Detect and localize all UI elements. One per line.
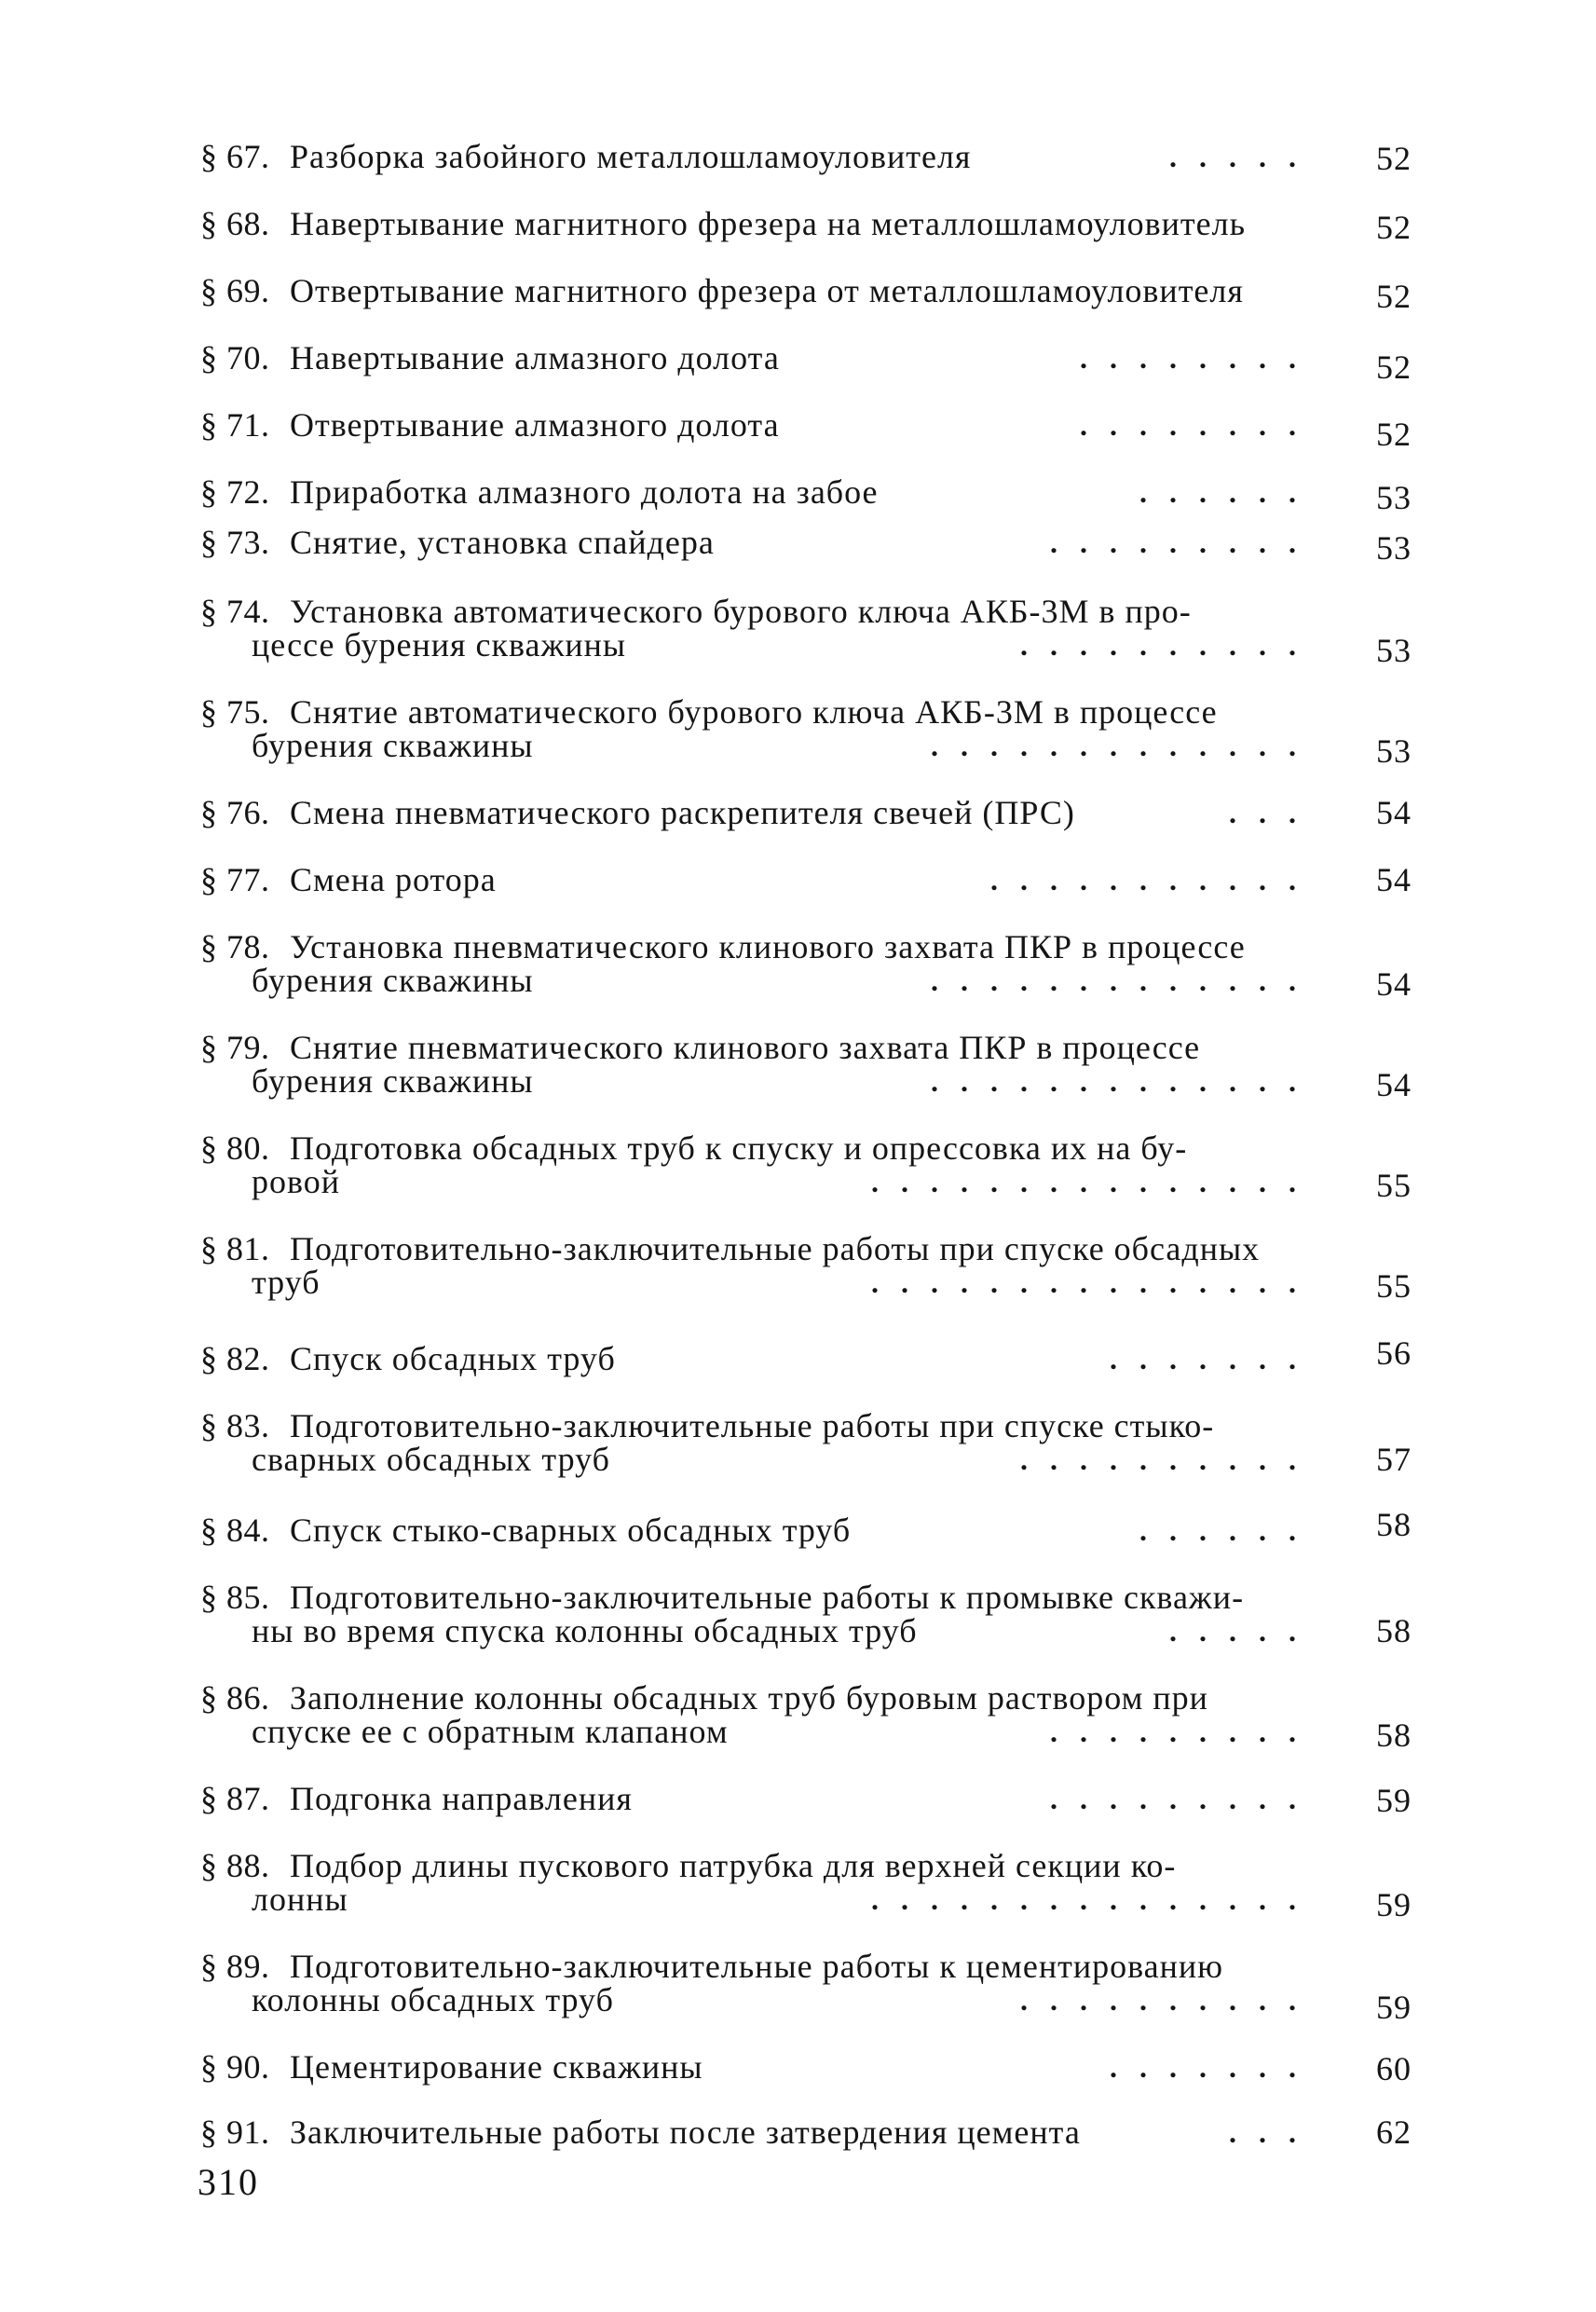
- dot-leader: .......: [1110, 1342, 1318, 1375]
- section-title: Навертывание алмазного долота: [290, 339, 780, 376]
- dot-leader: ...........: [990, 863, 1318, 896]
- dot-leader: ..........: [1020, 1983, 1318, 2017]
- section-title: Смена ротора: [290, 861, 497, 898]
- page-number: 59: [1376, 1886, 1412, 1923]
- dot-leader: .........: [1050, 1782, 1318, 1815]
- dot-leader: .....: [1169, 1614, 1318, 1648]
- toc-line: [200, 1031, 1412, 1064]
- section-title-continuation: ровой: [252, 1163, 341, 1200]
- page-number: 52: [1376, 416, 1412, 453]
- section-title: Снятие автоматического бурового ключа АКБ-3М в процессе: [290, 693, 1218, 731]
- section-title-continuation: лонны: [252, 1881, 348, 1918]
- section-number: § 79.: [200, 1029, 270, 1066]
- toc-entry: [200, 1506, 1412, 1549]
- page-number: 56: [1376, 1334, 1412, 1372]
- toc-line: [200, 863, 1412, 896]
- section-number: § 76.: [200, 794, 270, 831]
- section-title: Подготовительно-заключительные работы при спуске обсадных: [290, 1230, 1261, 1267]
- section-title: Спуск обсадных труб: [290, 1340, 616, 1377]
- toc-entry: [200, 138, 1412, 177]
- toc-entry: [200, 863, 1412, 896]
- toc-entry: [200, 2115, 1412, 2149]
- dot-leader: .............: [931, 1064, 1318, 1098]
- page-number: 52: [1376, 349, 1412, 386]
- dot-leader: ...: [1229, 2115, 1318, 2149]
- section-title-continuation: бурения скважины: [252, 727, 534, 764]
- section-number: § 69.: [200, 272, 270, 309]
- section-number: § 77.: [200, 861, 270, 898]
- section-number: § 81.: [200, 1230, 270, 1267]
- toc-line: [200, 1849, 1412, 1882]
- section-title-continuation: бурения скважины: [252, 962, 534, 999]
- toc-line: [200, 138, 1412, 177]
- toc-entry: [200, 1948, 1412, 2026]
- section-number: § 82.: [200, 1340, 270, 1377]
- page-number: 54: [1376, 794, 1412, 831]
- page-number: 54: [1376, 965, 1412, 1003]
- section-title: Подготовительно-заключительные работы к промывке скважи-: [290, 1579, 1245, 1616]
- section-number: § 71.: [200, 406, 270, 444]
- page-number: 59: [1376, 1989, 1412, 2026]
- toc-line: [200, 930, 1412, 964]
- toc-line: [200, 1780, 1412, 1819]
- dot-leader: ...............: [871, 1882, 1318, 1916]
- toc-line: [200, 1681, 1412, 1715]
- toc-line: [200, 1949, 1412, 1983]
- dot-leader: ...............: [871, 1265, 1318, 1299]
- dot-leader: ..........: [1020, 628, 1318, 662]
- toc-line-continuation: [200, 729, 1412, 762]
- section-title: Заполнение колонны обсадных труб буровым раствором при: [290, 1679, 1208, 1717]
- page-number: 57: [1376, 1441, 1412, 1478]
- toc-line: [200, 526, 1412, 559]
- section-number: § 78.: [200, 928, 270, 965]
- toc-line: [200, 1409, 1412, 1443]
- section-number: § 90.: [200, 2048, 270, 2086]
- dot-leader: ........: [1080, 341, 1318, 375]
- page-number: 53: [1376, 479, 1412, 516]
- section-title: Отвертывание алмазного долота: [290, 406, 780, 444]
- toc-line: [200, 341, 1412, 375]
- section-title: Подготовительно-заключительные работы к цементированию: [290, 1948, 1224, 1985]
- dot-leader: .........: [1050, 1715, 1318, 1748]
- section-title-continuation: труб: [252, 1264, 321, 1301]
- section-number: § 74.: [200, 593, 270, 630]
- toc-line: [200, 695, 1412, 729]
- toc-entry: [200, 272, 1412, 315]
- toc-entry: [200, 1679, 1412, 1754]
- toc-entry: [200, 339, 1412, 386]
- section-title-continuation: сварных обсадных труб: [252, 1441, 610, 1478]
- page-number: 52: [1376, 278, 1412, 315]
- toc-entry: [200, 1847, 1412, 1923]
- section-number: § 89.: [200, 1948, 270, 1985]
- dot-leader: .........: [1050, 526, 1318, 559]
- toc-entry: [200, 473, 1412, 516]
- toc-entry: [200, 1129, 1412, 1204]
- toc-entry: [200, 593, 1412, 669]
- page-number: 54: [1376, 1066, 1412, 1103]
- toc-line-continuation: [200, 964, 1412, 997]
- page-number: 55: [1376, 1267, 1412, 1305]
- section-title-continuation: колонны обсадных труб: [252, 1981, 614, 2018]
- section-number: § 87.: [200, 1780, 270, 1817]
- toc-line: [200, 1342, 1412, 1375]
- toc-line-continuation: [200, 1715, 1412, 1748]
- toc-entry: [200, 406, 1412, 453]
- toc-entry: [200, 1029, 1412, 1103]
- toc-entry: [200, 1580, 1412, 1648]
- page-number: 58: [1376, 1717, 1412, 1754]
- toc-entry: [200, 693, 1412, 770]
- page-number: 58: [1376, 1506, 1412, 1543]
- section-title: Подбор длины пускового патрубка для верхней секции ко-: [290, 1847, 1177, 1884]
- page-number: 52: [1376, 140, 1412, 177]
- dot-leader: ...............: [871, 1165, 1318, 1198]
- toc-line-continuation: [200, 1064, 1412, 1098]
- page-folio-number: 310: [198, 2161, 259, 2203]
- toc-line: [200, 2115, 1412, 2149]
- toc-line: [200, 1580, 1412, 1614]
- page-number: 58: [1376, 1612, 1412, 1649]
- toc-line: [200, 475, 1412, 509]
- section-number: § 68.: [200, 205, 270, 242]
- section-title: Спуск стыко-сварных обсадных труб: [290, 1512, 852, 1549]
- toc-entry: [200, 2048, 1412, 2087]
- toc-entry: [200, 928, 1412, 1003]
- section-title: Приработка алмазного долота на забое: [290, 473, 879, 511]
- section-title: Навертывание магнитного фрезера на металлошламоуловитель: [290, 205, 1247, 242]
- section-title-continuation: ны во время спуска колонны обсадных труб: [252, 1612, 918, 1649]
- toc-line-continuation: [200, 1614, 1412, 1648]
- page-number: 60: [1376, 2050, 1412, 2087]
- section-title: Снятие, установка спайдера: [290, 524, 715, 561]
- section-title: Подготовка обсадных труб к спуску и опрессовка их на бу-: [290, 1129, 1188, 1167]
- toc-entry: [200, 1230, 1412, 1305]
- toc-line: [200, 408, 1412, 442]
- toc-line-continuation: [200, 1265, 1412, 1299]
- section-title: Смена пневматического раскрепителя свечей (ПРС): [290, 794, 1075, 831]
- table-of-contents: [200, 0, 1412, 2312]
- dot-leader: ........: [1080, 408, 1318, 442]
- toc-line: [200, 274, 1412, 308]
- dot-leader: ..........: [1020, 1443, 1318, 1476]
- section-title: Установка пневматического клинового захвата ПКР в процессе: [290, 928, 1246, 965]
- page-number: 53: [1376, 632, 1412, 669]
- section-title-continuation: спуске ее с обратным клапаном: [252, 1713, 729, 1750]
- section-number: § 88.: [200, 1847, 270, 1884]
- page-number: 52: [1376, 209, 1412, 246]
- section-number: § 84.: [200, 1512, 270, 1549]
- section-title: Отвертывание магнитного фрезера от металлошламоуловителя: [290, 272, 1244, 309]
- dot-leader: ...: [1229, 796, 1318, 829]
- page-number: 53: [1376, 732, 1412, 770]
- section-title: Снятие пневматического клинового захвата ПКР в процессе: [290, 1029, 1201, 1066]
- page-number: 55: [1376, 1167, 1412, 1204]
- toc-entry: [200, 1409, 1412, 1476]
- dot-leader: ......: [1139, 475, 1318, 509]
- toc-line: [200, 1131, 1412, 1165]
- toc-line-continuation: [200, 1443, 1412, 1476]
- toc-line: [200, 1232, 1412, 1265]
- page-number: 62: [1376, 2114, 1412, 2151]
- toc-entry: [200, 205, 1412, 246]
- section-title: Подгонка направления: [290, 1780, 633, 1817]
- section-number: § 70.: [200, 339, 270, 376]
- page-number: 54: [1376, 861, 1412, 898]
- toc-line: [200, 796, 1412, 829]
- dot-leader: .....: [1169, 140, 1318, 173]
- toc-line-continuation: [200, 1882, 1412, 1916]
- page-number: 53: [1376, 529, 1412, 567]
- section-number: § 72.: [200, 473, 270, 511]
- section-number: § 86.: [200, 1679, 270, 1717]
- toc-line-continuation: [200, 1165, 1412, 1198]
- section-number: § 85.: [200, 1579, 270, 1616]
- toc-entry: [200, 1780, 1412, 1819]
- section-title: Цементирование скважины: [290, 2048, 703, 2086]
- section-number: § 80.: [200, 1129, 270, 1167]
- section-number: § 67.: [200, 138, 270, 175]
- toc-line-continuation: [200, 628, 1412, 662]
- section-title: Установка автоматического бурового ключа АКБ-3М в про-: [290, 593, 1192, 630]
- toc-line: [200, 595, 1412, 628]
- toc-line: [200, 2048, 1412, 2087]
- page-number: 59: [1376, 1782, 1412, 1819]
- toc-entry: [200, 524, 1412, 567]
- section-title: Заключительные работы после затвердения цемента: [290, 2114, 1081, 2151]
- toc-line: [200, 207, 1412, 240]
- section-title-continuation: бурения скважины: [252, 1062, 534, 1100]
- dot-leader: .......: [1110, 2050, 1318, 2084]
- section-title: Разборка забойного металлошламоуловителя: [290, 138, 972, 175]
- section-number: § 91.: [200, 2114, 270, 2151]
- dot-leader: .............: [931, 964, 1318, 997]
- toc-entry: [200, 796, 1412, 829]
- section-number: § 73.: [200, 524, 270, 561]
- section-title-continuation: цессе бурения скважины: [252, 626, 627, 664]
- toc-entry: [200, 1334, 1412, 1377]
- dot-leader: .............: [931, 729, 1318, 762]
- section-title: Подготовительно-заключительные работы при спуске стыко-: [290, 1407, 1215, 1444]
- dot-leader: ......: [1139, 1513, 1318, 1547]
- section-number: § 75.: [200, 693, 270, 731]
- toc-line-continuation: [200, 1983, 1412, 2017]
- section-number: § 83.: [200, 1407, 270, 1444]
- toc-line: [200, 1513, 1412, 1547]
